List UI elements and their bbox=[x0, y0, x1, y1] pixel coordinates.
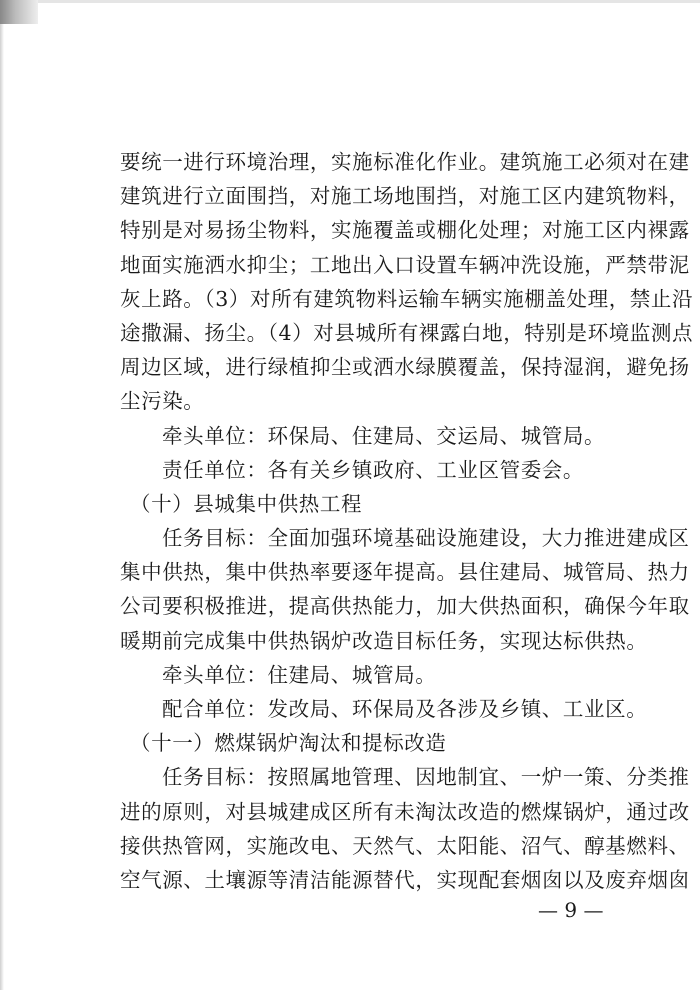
body-line: 接供热管网，实施改电、天然气、太阳能、沼气、醇基燃料、 bbox=[120, 834, 690, 858]
body-line: 暖期前完成集中供热锅炉改造目标任务，实现达标供热。 bbox=[120, 629, 648, 653]
body-line: 要统一进行环境治理，实施标准化作业。建筑施工必须对在建 bbox=[120, 150, 690, 174]
scan-corner-mark bbox=[0, 0, 38, 24]
body-line: 地面实施洒水抑尘；工地出入口设置车辆冲洗设施，严禁带泥 bbox=[120, 253, 690, 277]
task-target-line: 任务目标：全面加强环境基础设施建设，大力推进建成区 bbox=[162, 526, 690, 550]
body-line: 特别是对易扬尘物料，实施覆盖或棚化处理；对施工区内裸露 bbox=[120, 218, 690, 242]
body-line: 进的原则，对县城建成区所有未淘汰改造的燃煤锅炉，通过改 bbox=[120, 800, 690, 824]
body-line: 尘污染。 bbox=[120, 389, 205, 413]
body-line: 集中供热，集中供热率要逐年提高。县住建局、城管局、热力 bbox=[120, 560, 690, 584]
body-line: 建筑进行立面围挡，对施工场地围挡，对施工区内建筑物料， bbox=[120, 184, 690, 208]
scan-edge-top bbox=[0, 0, 700, 3]
page-number: — 9 — bbox=[538, 898, 604, 922]
body-line: 途撒漏、扬尘。（4）对县城所有裸露白地，特别是环境监测点 bbox=[120, 321, 694, 345]
scan-edge-left bbox=[0, 0, 4, 990]
lead-unit-line: 牵头单位：环保局、住建局、交运局、城管局。 bbox=[162, 424, 606, 448]
body-line: 公司要积极推进，提高供热能力，加大供热面积，确保今年取 bbox=[120, 594, 690, 618]
section-heading: （十）县城集中供热工程 bbox=[130, 492, 363, 516]
task-target-line: 任务目标：按照属地管理、因地制宜、一炉一策、分类推 bbox=[162, 765, 690, 789]
coordinating-unit-line: 配合单位：发改局、环保局及各涉及乡镇、工业区。 bbox=[162, 697, 648, 721]
body-line: 灰上路。（3）对所有建筑物料运输车辆实施棚盖处理，禁止沿 bbox=[120, 287, 694, 311]
body-line: 空气源、土壤源等清洁能源替代，实现配套烟囱以及废弃烟囱 bbox=[120, 868, 690, 892]
responsible-unit-line: 责任单位：各有关乡镇政府、工业区管委会。 bbox=[162, 458, 584, 482]
section-heading: （十一）燃煤锅炉淘汰和提标改造 bbox=[130, 731, 447, 755]
lead-unit-line: 牵头单位：住建局、城管局。 bbox=[162, 663, 437, 687]
body-line: 周边区域，进行绿植抑尘或洒水绿膜覆盖，保持湿润，避免扬 bbox=[120, 355, 690, 379]
